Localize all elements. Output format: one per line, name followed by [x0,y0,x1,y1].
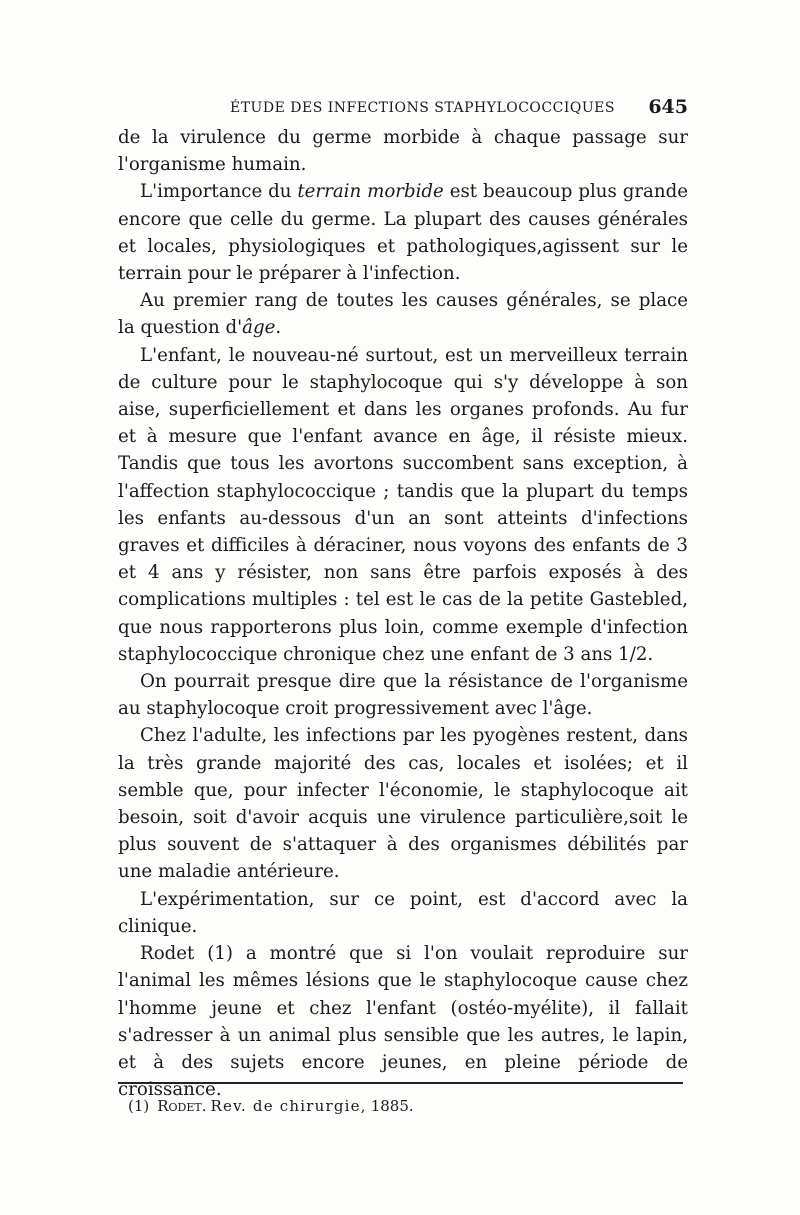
footnote-rule [118,1082,683,1084]
paragraph-2-start: L'importance du [140,181,298,203]
footnote-marker: (1) [128,1097,150,1115]
footnote-journal: Rev. de chirurgie, [210,1097,367,1115]
footnote [128,1097,414,1115]
paragraph-2-end: est beaucoup plus grande encore que celle du germe. La plupart des causes générales et locales, physiologiques et pathologiques,agissent sur le terrain pour le préparer à l'infection. [118,181,688,285]
paragraph-7: L'expérimentation, sur ce point, est d'accord avec la clinique. [118,888,688,937]
running-title: ÉTUDE DES INFECTIONS STAPHYLOCOCCIQUES [230,100,615,116]
paragraph-8: Rodet (1) a montré que si l'on voulait reproduire sur l'animal les mêmes lésions que le staphylocoque cause chez l'homme jeune et chez l'enfant (ostéo-myélite), il fallait s'adresser à un animal plus sensible que les autres, le lapin, et à des sujets encore jeunes, en pleine période de croissance. [118,943,688,1101]
footnote-author: Rodet. [157,1097,207,1115]
footnote-year: 1885. [370,1097,414,1115]
paragraph-3-start: Au premier rang de toutes les causes générales, se place la question d' [118,290,688,339]
body-text [118,124,688,1103]
paragraph-1: de la virulence du germe morbide à chaque passage sur l'organisme humain. [118,127,688,176]
paragraph-3-end: . [275,317,282,339]
running-head [118,96,688,122]
paragraph-4: L'enfant, le nouveau-né surtout, est un merveilleux terrain de culture pour le staphylocoque qui s'y développe à son aise, superficiellement et dans les organes profonds. Au fur et à mesure que l'enfant avance en âge, il résiste mieux. Tandis que tous les avortons succombent sans exception, à l'affection staphylococcique ; tandis que la plupart du temps les enfants au-dessous d'un an sont atteints d'infections graves et difficiles à déraciner, nous voyons des enfants de 3 et 4 ans y résister, non sans être parfois exposés à des complications multiples : tel est le cas de la petite Gastebled, que nous rapporterons plus loin, comme exemple d'infection staphylococcique chronique chez une enfant de 3 ans 1/2. [118,344,688,665]
paragraph-2 [118,178,688,287]
paragraph-3 [118,287,688,341]
paragraph-6: Chez l'adulte, les infections par les pyogènes restent, dans la très grande majorité des cas, locales et isolées; et il semble que, pour infecter l'économie, le staphylocoque ait besoin, soit d'avoir acquis une virulence particulière,soit le plus souvent de s'attaquer à des organismes débilités par une maladie antérieure. [118,725,688,883]
paragraph-5: On pourrait presque dire que la résistance de l'organisme au staphylocoque croit progressivement avec l'âge. [118,671,688,720]
emphasis-terrain-morbide: terrain morbide [297,181,444,203]
page-number: 645 [648,96,688,118]
emphasis-age: âge [242,317,276,339]
